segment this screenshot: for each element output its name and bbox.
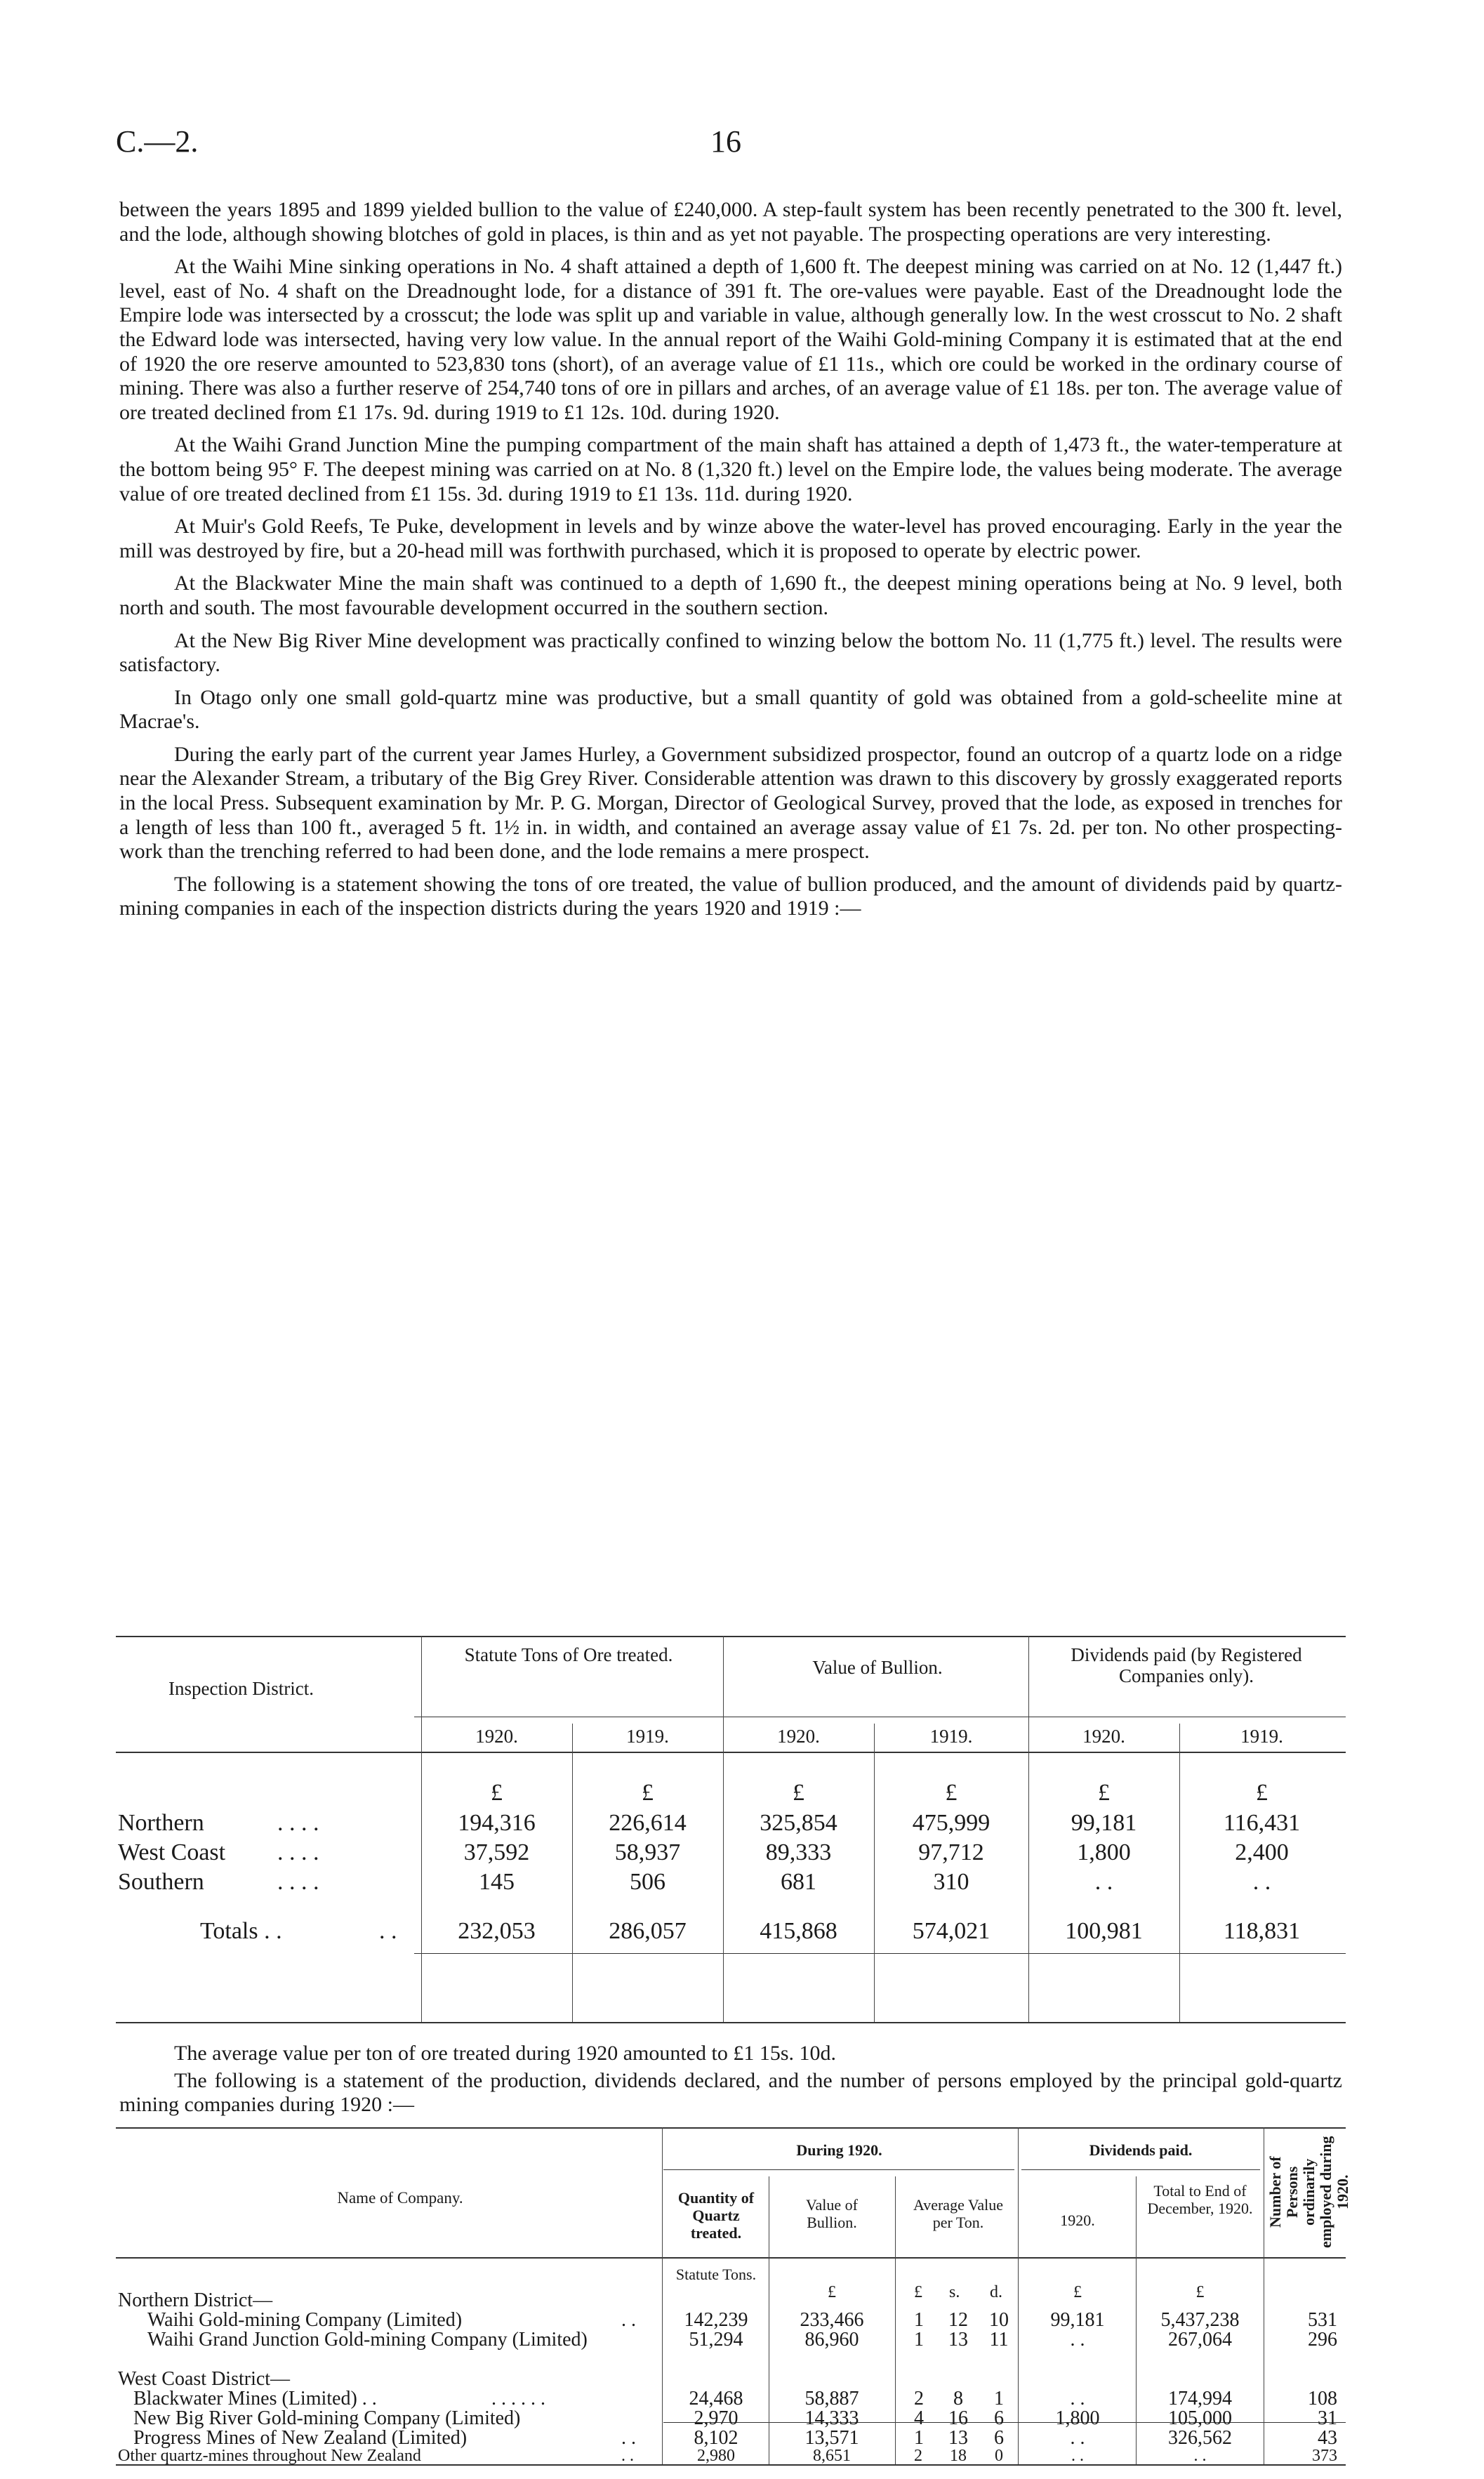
unit-pound: £ <box>1073 2283 1082 2301</box>
dividends-total: 105,000 <box>1168 2407 1232 2429</box>
quantity: 51,294 <box>689 2329 743 2351</box>
page-number: 16 <box>710 124 741 159</box>
paragraph: The following is a statement showing the tons of ore treated, the value of bullion produced, and the amount of dividends paid by quartz-mining companies in each of the inspection districts during the years 1920 and 1919 :— <box>119 872 1342 920</box>
avg-pounds: 2 <box>914 2388 924 2409</box>
bullion-1919: 97,712 <box>918 1839 984 1865</box>
header-tons: Statute Tons of Ore treated. <box>464 1644 673 1665</box>
header-persons: Number of Persons ordinarily employed during 1920. <box>1266 2136 1351 2248</box>
header-total: Total to End of December, 1920. <box>1147 2182 1253 2217</box>
avg-pence: 11 <box>989 2329 1009 2351</box>
dividends-1919: 116,431 <box>1223 1810 1301 1836</box>
dividends-total: 326,562 <box>1168 2427 1232 2449</box>
paragraph: The following is a statement of the production, dividends declared, and the number of persons employed by the principal gold-quartz mining companies during 1920 :— <box>119 2068 1342 2117</box>
unit-shillings: s. <box>949 2283 960 2301</box>
persons: 373 <box>1312 2447 1337 2465</box>
bullion-1919: 475,999 <box>912 1810 991 1836</box>
mid-text <box>119 2042 1342 2120</box>
paragraph: At the Waihi Grand Junction Mine the pumping compartment of the main shaft has attained a depth of 1,473 ft., the water-temperature at the bottom being 95° F. The deepest mining was carried on at No. 8 (1,320 ft.) level on the Empire lode, the values being moderate. The average value of ore treated declined from £1 15s. 3d. during 1919 to £1 13s. 11d. during 1920. <box>119 433 1342 505</box>
bullion-1920: 681 <box>781 1869 816 1895</box>
unit-pound: £ <box>642 1780 654 1806</box>
avg-shillings: 12 <box>948 2309 968 2331</box>
unit-pound: £ <box>793 1780 804 1806</box>
unit-pence: d. <box>990 2283 1002 2301</box>
avg-shillings: 18 <box>950 2447 967 2465</box>
bullion-1920: 325,854 <box>760 1810 837 1836</box>
avg-shillings: 16 <box>948 2407 968 2429</box>
value: 86,960 <box>804 2329 859 2351</box>
dividends-1920: 1,800 <box>1077 1839 1131 1865</box>
paragraph: The average value per ton of ore treated during 1920 amounted to £1 15s. 10d. <box>174 2042 837 2065</box>
avg-pence: 6 <box>994 2427 1004 2449</box>
company-name: Progress Mines of New Zealand (Limited) <box>133 2427 468 2449</box>
quantity: 2,970 <box>694 2407 738 2429</box>
avg-pence: 10 <box>989 2309 1009 2331</box>
header-value: Value of Bullion. <box>806 2196 858 2231</box>
persons: 108 <box>1308 2388 1337 2409</box>
unit-pound: £ <box>945 1780 958 1806</box>
header-year-1920: 1920. <box>1082 1726 1125 1747</box>
company-name: New Big River Gold-mining Company (Limited) <box>133 2407 521 2429</box>
avg-shillings: 13 <box>948 2427 968 2449</box>
bullion-1920: 89,333 <box>765 1839 832 1865</box>
persons: 296 <box>1308 2329 1337 2351</box>
dividends-1920: . . <box>1070 2388 1085 2409</box>
dividends-total: . . <box>1193 2447 1207 2465</box>
unit-statute-tons: Statute Tons. <box>675 2266 757 2283</box>
value: 13,571 <box>804 2427 859 2449</box>
avg-pounds: 1 <box>914 2329 924 2351</box>
dividends-total: 174,994 <box>1168 2388 1232 2409</box>
table-rule <box>116 1636 1346 1637</box>
persons: 31 <box>1318 2407 1337 2429</box>
table-divider <box>895 2176 896 2464</box>
table-rule <box>414 1953 1346 1954</box>
dividends-1919: . . <box>1252 1869 1271 1895</box>
tons-1920: 194,316 <box>458 1810 536 1836</box>
table-divider <box>421 1636 422 2022</box>
header-company-name: Name of Company. <box>337 2189 463 2207</box>
header-year-1919: 1919. <box>929 1726 973 1747</box>
dividends-1919: 2,400 <box>1235 1839 1289 1865</box>
dividends-1920: 99,181 <box>1071 1810 1137 1836</box>
paragraph: between the years 1895 and 1899 yielded bullion to the value of £240,000. A step-fault system has been recently penetrated to the 300 ft. level, and the lode, although showing blotches of gold in places, is thin and as yet not payable. The prospecting operations are very interesting. <box>119 198 1342 246</box>
header-dividends: Dividends paid. <box>1089 2141 1193 2159</box>
table-divider <box>1179 1724 1180 2022</box>
leader-dots: . . . . . . <box>491 2388 545 2409</box>
header-year-1920: 1920. <box>777 1726 820 1747</box>
totals-label: Totals . . <box>200 1918 282 1944</box>
unit-pound: £ <box>491 1780 503 1806</box>
table-rule <box>1021 2169 1260 2170</box>
dividends-1920: . . <box>1071 2447 1084 2465</box>
unit-pound: £ <box>914 2283 922 2301</box>
paragraph: In Otago only one small gold-quartz mine was productive, but a small quantity of gold was obtained from a gold-scheelite mine at Macrae's. <box>119 685 1342 734</box>
company-name: Waihi Grand Junction Gold-mining Company (Limited) <box>147 2329 588 2351</box>
table-divider <box>874 1724 875 2022</box>
tons-1919: 58,937 <box>614 1839 681 1865</box>
leader-dots: . . . . <box>277 1839 319 1865</box>
leader-dots: . . . . <box>277 1869 319 1895</box>
unit-pound: £ <box>1195 2283 1205 2301</box>
persons: 43 <box>1318 2427 1337 2449</box>
company-name: Waihi Gold-mining Company (Limited) <box>147 2309 463 2331</box>
quantity: 24,468 <box>689 2388 743 2409</box>
header-during-1920: During 1920. <box>796 2141 882 2159</box>
bullion-1919: 574,021 <box>912 1918 991 1944</box>
avg-shillings: 8 <box>953 2388 963 2409</box>
avg-pounds: 1 <box>914 2309 924 2331</box>
tons-1920: 145 <box>479 1869 515 1895</box>
bullion-1919: 310 <box>933 1869 969 1895</box>
bullion-1920: 415,868 <box>760 1918 837 1944</box>
dividends-1920: . . <box>1070 2329 1085 2351</box>
table-divider <box>1136 2176 1137 2464</box>
avg-pounds: 2 <box>914 2447 922 2465</box>
header-year-1919: 1919. <box>626 1726 669 1747</box>
leader-dots: . . <box>379 1918 397 1944</box>
tons-1919: 286,057 <box>609 1918 687 1944</box>
header-dividends: Dividends paid (by Registered Companies only). <box>1071 1644 1302 1686</box>
dividends-1920: . . <box>1094 1869 1113 1895</box>
body-text <box>119 198 1342 930</box>
avg-pounds: 4 <box>914 2407 924 2429</box>
avg-shillings: 13 <box>948 2329 968 2351</box>
tons-1920: 232,053 <box>458 1918 536 1944</box>
paragraph: At the New Big River Mine development was practically confined to winzing below the bottom No. 11 (1,775 ft.) level. The results were satisfactory. <box>119 628 1342 677</box>
header-district: Inspection District. <box>168 1678 314 1699</box>
dividends-1919: 118,831 <box>1223 1918 1301 1944</box>
avg-pence: 6 <box>994 2407 1004 2429</box>
unit-pound: £ <box>828 2283 836 2301</box>
leader-dots: . . <box>621 2427 636 2449</box>
table-rule <box>116 2257 1346 2259</box>
dividends-total: 267,064 <box>1168 2329 1232 2351</box>
group-label: West Coast District— <box>118 2368 291 2390</box>
header-quantity: Quantity of Quartz treated. <box>677 2189 755 2242</box>
dividends-1920: . . <box>1070 2427 1085 2449</box>
header-div-1920: 1920. <box>1060 2212 1095 2229</box>
avg-pence: 0 <box>995 2447 1003 2465</box>
tons-1919: 226,614 <box>609 1810 687 1836</box>
dividends-1920: 99,181 <box>1050 2309 1105 2331</box>
paragraph: At the Blackwater Mine the main shaft was continued to a depth of 1,690 ft., the deepest mining operations being at No. 9 level, both north and south. The most favourable development occurred in the southern section. <box>119 571 1342 619</box>
paragraph: At the Waihi Mine sinking operations in No. 4 shaft attained a depth of 1,600 ft. The deepest mining was carried on at No. 12 (1,447 ft.) level, east of No. 4 shaft on the Dreadnought lode, for a distance of 391 ft. The ore-values were payable. East of the Dreadnought lode the Empire lode was intersected by a crosscut; the lode was split up and variable in value, although generally low. In the west crosscut to No. 2 shaft the Edward lode was intersected, having very low value. In the annual report of the Waihi Gold-mining Company it is estimated that at the end of 1920 the ore reserve amounted to 523,830 tons (short), of an average value of £1 11s., which ore could be worked in the ordinary course of mining. There was also a further reserve of 254,740 tons of ore in pillars and arches, of an average value of £1 18s. per ton. The average value of ore treated declined from £1 17s. 9d. during 1919 to £1 12s. 10d. during 1920. <box>119 255 1342 424</box>
quantity: 8,102 <box>694 2427 738 2449</box>
dividends-total: 5,437,238 <box>1160 2309 1240 2331</box>
avg-pounds: 1 <box>914 2427 924 2449</box>
tons-1919: 506 <box>630 1869 665 1895</box>
value: 233,466 <box>800 2309 864 2331</box>
table-rule <box>116 1752 1346 1753</box>
unit-pound: £ <box>1256 1780 1268 1806</box>
header-year-1920: 1920. <box>475 1726 518 1747</box>
table-divider <box>1028 1636 1029 2022</box>
tons-1920: 37,592 <box>463 1839 530 1865</box>
value: 8,651 <box>813 2447 851 2465</box>
group-label: Northern District— <box>118 2289 273 2311</box>
table-divider <box>572 1724 573 2022</box>
paragraph: At Muir's Gold Reefs, Te Puke, development in levels and by winze above the water-level has proved encouraging. Early in the year the mill was destroyed by fire, but a 20-head mill was forthwith purchased, which it is proposed to operate by electric power. <box>119 515 1342 562</box>
leader-dots: . . <box>621 2447 634 2465</box>
leader-dots: . . . . <box>277 1810 319 1836</box>
leader-dots: . . <box>621 2309 636 2331</box>
value: 14,333 <box>804 2407 859 2429</box>
district-name: Northern <box>118 1810 204 1836</box>
value: 58,887 <box>804 2388 859 2409</box>
report-reference: C.—2. <box>116 124 199 159</box>
table-divider <box>662 2127 663 2464</box>
dividends-1920: 100,981 <box>1065 1918 1143 1944</box>
table-rule <box>663 2169 1014 2170</box>
unit-pound: £ <box>1098 1780 1110 1806</box>
company-name: Blackwater Mines (Limited) . . <box>133 2388 377 2409</box>
district-name: Southern <box>118 1869 204 1895</box>
company-name: Other quartz-mines throughout New Zealand <box>118 2447 421 2465</box>
persons: 531 <box>1308 2309 1337 2331</box>
quantity: 2,980 <box>697 2447 735 2465</box>
dividends-1920: 1,800 <box>1055 2407 1100 2429</box>
table-rule <box>116 2022 1346 2023</box>
district-name: West Coast <box>118 1839 226 1865</box>
table-divider <box>723 1636 724 2022</box>
table-rule <box>116 2127 1346 2129</box>
avg-pence: 1 <box>994 2388 1004 2409</box>
header-bullion: Value of Bullion. <box>812 1657 943 1678</box>
paragraph: During the early part of the current year James Hurley, a Government subsidized prospector, found an outcrop of a quartz lode on a ridge near the Alexander Stream, a tributary of the Big Grey River. Considerable attention was drawn to this discovery by grossly exaggerated reports in the local Press. Subsequent examination by Mr. P. G. Morgan, Director of Geological Survey, proved that the lode, as exposed in trenches for a length of less than 100 ft., averaged 5 ft. 1½ in. in width, and contained an average assay value of £1 7s. 2d. per ton. No other prospecting-work than the trenching referred to had been done, and the lode remains a mere prospect. <box>119 742 1342 864</box>
header-year-1919: 1919. <box>1240 1726 1283 1747</box>
quantity: 142,239 <box>684 2309 748 2331</box>
header-average: Average Value per Ton. <box>913 2196 1004 2231</box>
table-divider <box>1018 2127 1019 2464</box>
